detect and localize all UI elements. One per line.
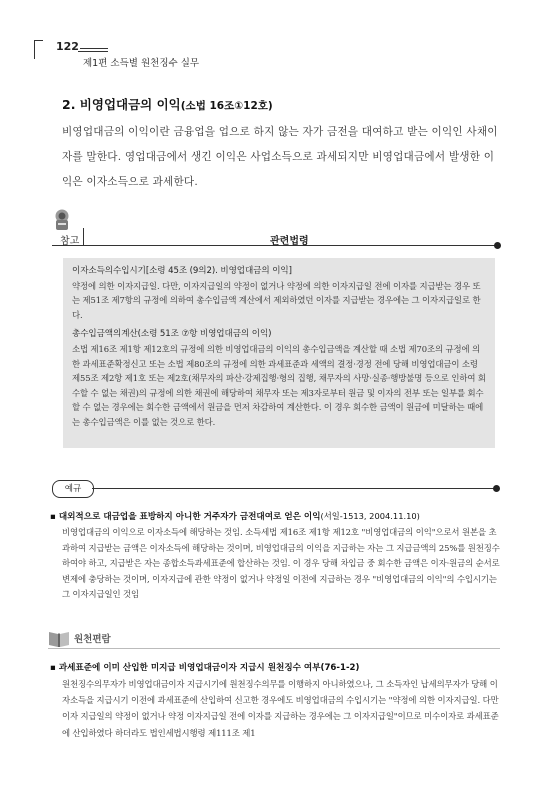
book-icon <box>48 628 70 648</box>
running-title: 제1편 소득별 원천징수 실무 <box>83 58 200 69</box>
section-body-text: 비영업대금의 이익이란 금융업을 업으로 하지 않는 자가 금전을 대여하고 받는 이익인 사채이자를 말한다. 영업대금에서 생긴 이익은 사업소득으로 과세되지만 비영업대금에서 발생한 이익은 이자소득으로 과세한다. <box>62 126 498 188</box>
handbook-rule <box>48 648 500 649</box>
header-rule <box>80 48 108 49</box>
precedent-body: 비영업대금의 이익으로 이자소득에 해당하는 것임. 소득세법 제16조 제1항 제12호 "비영업대금의 이익"으로서 원본을 초과하여 지급받는 금액은 이자소득에 해당하는 것이며, 비영업대금의 이익을 지급하는 자는 그 지급금액의 25%를 원천징수하여야 하고, 지급받은 자는 종합소득과세표준에 합산하는 것임. 이 경우 당해 차입금 중 회수한 금액은 이자·원금의 순서로 변제에 충당하는 것이며, 이자지급에 관한 약정이 없거나 약정일 이전에 지급하는 경우 "비영업대금의 이익"의 수입시기는 그 이자지급일인 것임 <box>62 527 500 600</box>
reference-divider <box>83 228 84 246</box>
reference-item-body: 약정에 의한 이자지급일. 다만, 이자지급일의 약정이 없거나 약정에 의한 이자지급일 전에 이자를 지급받는 경우 또는 제51조 제7항의 규정에 의하여 총수입금액 계산에서 제외하였던 이자를 지급받는 경우에는 그 이자지급일로 한다. <box>72 280 481 320</box>
reference-icon <box>52 208 72 232</box>
precedent-rule <box>92 488 497 489</box>
reference-item-title: 총수입금액의계산(소령 51조 ⑦항 비영업대금의 이익) <box>72 329 272 340</box>
handbook-body: 원천징수의무자가 비영업대금이자 지급시기에 원천징수의무를 이행하지 아니하였으나, 그 소득자인 납세의무자가 당해 이자소득을 지급시기 이전에 과세표준에 산입하여 신고한 경우에도 비영업대금의 수입시기는 "약정에 의한 이자지급일. 다만 이자 지급일의 약정이 없거나 약정 이자지급일 전에 이자를 지급하는 경우에는 그 이자지급일"이므로 미수이자로 과세표준에 산입하였다 하더라도 법인세법시행령 제111조 제1 <box>62 679 499 738</box>
precedent-title-text: 대외적으로 대금업을 표방하지 아니한 거주자가 금전대여로 얻은 이익 <box>58 512 321 522</box>
header-bracket <box>34 40 43 59</box>
header-rule <box>78 51 108 52</box>
page-number: 122 <box>56 40 79 53</box>
bullet-icon: ▪ <box>50 663 56 673</box>
reference-box <box>63 258 495 448</box>
handbook-title-text: 과세표준에 이미 산입한 미지급 비영업대금이자 지급시 원천징수 여부(76-1-2) <box>58 663 360 673</box>
reference-rule-dot <box>494 242 501 249</box>
section-body <box>62 120 502 195</box>
precedent-label: 예규 <box>52 480 94 498</box>
reference-item-title: 이자소득의수입시기[소령 45조 (9의2). 비영업대금의 이익] <box>72 266 292 276</box>
reference-label: 참고 <box>60 236 80 247</box>
section-title-ref: (소법 16조①12호) <box>180 100 273 112</box>
reference-title: 관련법령 <box>270 236 309 247</box>
reference-item-body: 소법 제16조 제1항 제12호의 규정에 의한 비영업대금의 이익의 총수입금액을 계산할 때 소법 제70조의 규정에 의한 과세표준확정신고 또는 소법 제80조의 규정에 의한 과세표준과 세액의 결정·경정 전에 당해 비영업대금이 소령 제55조 제2항 제1호 또는 제2호(채무자의 파산·강제집행·형의 집행, 채무자의 사망·실종·행방불명 등으로 인하여 회수할 수 없는 채권)의 규정에 의한 채권에 해당하여 채무자 또는 제3자로부터 원금 및 이자의 전부 또는 일부를 회수할 수 없는 경우에는 회수한 금액에서 원금을 먼저 차감하여 계산한다. 이 경우 회수한 금액이 원금에 미달하는 때에는 총수입금액은 이를 없는 것으로 한다. <box>72 343 486 427</box>
handbook-title <box>50 661 510 673</box>
section-title-text: 2. 비영업대금의 이익 <box>62 97 181 112</box>
handbook-label: 원천편람 <box>74 634 111 645</box>
precedent-rule-dot <box>493 485 500 492</box>
precedent-title-ref: (서일-1513, 2004.11.10) <box>320 511 420 521</box>
bullet-icon: ▪ <box>50 512 56 522</box>
section-title <box>62 95 273 113</box>
precedent-title <box>50 510 510 522</box>
